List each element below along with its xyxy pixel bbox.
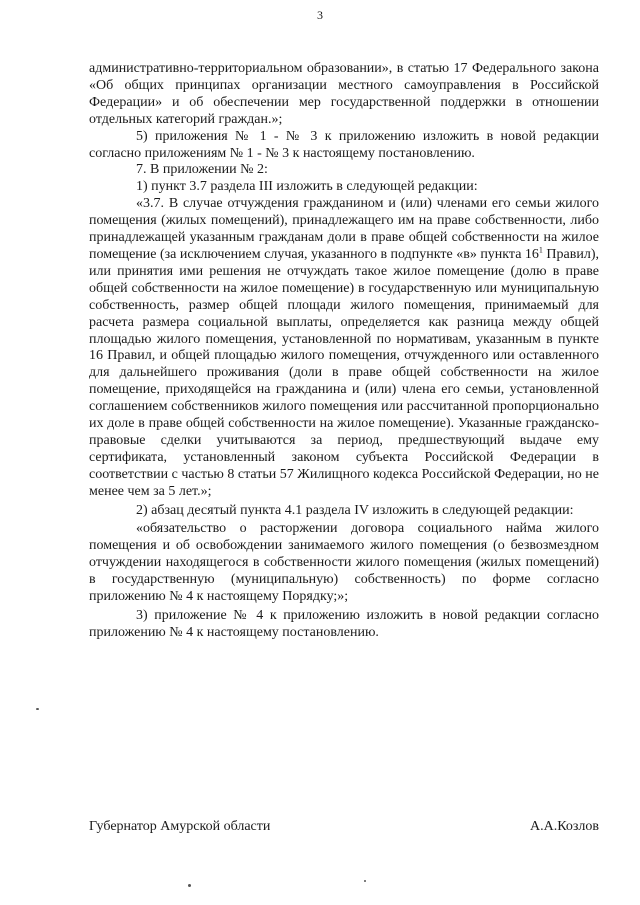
paragraph-item-2: 2) абзац десятый пункта 4.1 раздела IV изложить в следующей редакции:	[136, 502, 574, 518]
scan-speck	[36, 708, 39, 710]
paragraph-item-5: 5) приложения № 1 - № 3 к приложению изложить в новой редакции согласно приложениям № 1 - № 3 к настоящему постановлению.	[89, 128, 599, 161]
paragraph-section-7: 7. В приложении № 2:	[136, 162, 268, 178]
paragraph-item-3: 3) приложение № 4 к приложению изложить в новой редакции согласно приложению № 4 к настоящему постановлению.	[89, 608, 599, 640]
signatory-title: Губернатор Амурской области	[89, 819, 271, 834]
paragraph-continuation: административно-территориальном образовании», в статью 17 Федерального закона «Об общих принципах организации местного самоуправления в Российской Федерации» и об обеспечении мер государственной поддержки в отношении отдельных категорий граждан.»;	[89, 61, 599, 127]
scan-speck	[364, 880, 366, 882]
clause-3-7-part-a: «3.7. В случае отчуждения гражданином и (или) членами его семьи жилого помещения (жилых помещений), принадлежащего им на праве собственности, либо принадлежащей указанным гражданам доли в праве общей собственности на жилое помещение (за исключением случая, указанного в подпункте «в» пункта 16	[89, 196, 599, 262]
paragraph-clause-3-7	[89, 196, 599, 500]
clause-3-7-part-b: Правил), или принятия ими решения не отчуждать такое жилое помещение (долю в праве общей собственности на жилое помещение) в государственную или муниципальную собственность, размер общей площади жилого помещения, принимаемый для расчета размера социальной выплаты, определяется как разница между общей площадью жилого помещения, установленной по нормативам, указанным в пункте 16 Правил, и общей площадью жилого помещения, отчужденного или оставленного для дальнейшего проживания (доли в праве общей собственности на жилое помещение, приходящейся на гражданина и (или) члена его семьи, установленной соглашением собственников жилого помещения или рассчитанной пропорционально их доле в праве общей собственности на жилое помещение). Указанные гражданско-правовые сделки учитываются за период, предшествующий выдаче ему сертификата, установленный законом субъекта Российской Федерации в соответствии с частью 8 статьи 57 Жилищного кодекса Российской Федерации, но не менее чем за 5 лет.»;	[89, 246, 599, 499]
page-number: 3	[317, 8, 323, 22]
paragraph-obligation-quote: «обязательство о расторжении договора социального найма жилого помещения и об освобождении занимаемого жилого помещения (о безвозмездном отчуждении находящегося в собственности жилого помещения (жилых помещений) в государственную (муниципальную) собственность) по форме согласно приложению № 4 к настоящему Порядку;»;	[89, 521, 599, 605]
signatory-name: А.А.Козлов	[530, 819, 599, 834]
scan-speck	[188, 884, 191, 887]
document-body	[89, 61, 599, 642]
paragraph-item-1: 1) пункт 3.7 раздела III изложить в следующей редакции:	[136, 179, 478, 195]
footnote-superscript: 1	[538, 245, 543, 255]
